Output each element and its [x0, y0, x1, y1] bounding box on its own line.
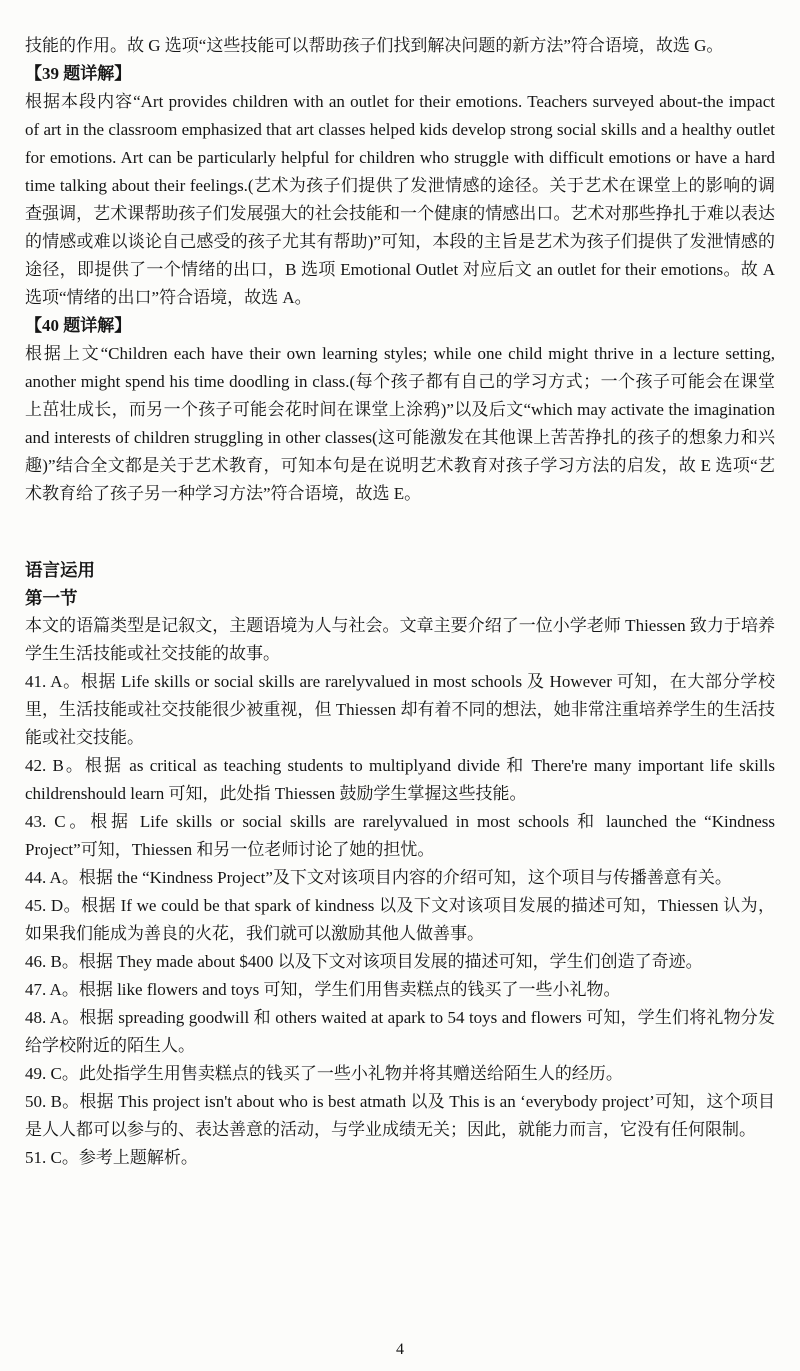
answer-item-41: 41. A。根据 Life skills or social skills are rarelyvalued in most schools 及 However 可知，在大部分学校里，生活技能或社交技能很少被重视，但 Thiessen 却有着不同的想法，她非常注重培养学生的生活技能或社交技能。 — [25, 672, 775, 747]
answer-item-49: 49. C。此处指学生用售卖糕点的钱买了一些小礼物并将其赠送给陌生人的经历。 — [25, 1064, 623, 1083]
answer-item-47: 47. A。根据 like flowers and toys 可知，学生们用售卖糕点的钱买了一些小礼物。 — [25, 980, 621, 999]
continuation-paragraph: 技能的作用。故 G 选项“这些技能可以帮助孩子们找到解决问题的新方法”符合语境，故选 G。 — [25, 36, 724, 55]
question-40-explanation: 根据上文“Children each have their own learning styles; while one child might thrive in a lecture setting, another might spend his time doodling in class.(每个孩子都有自己的学习方式；一个孩子可能会在课堂上茁壮成长，而另一个孩子可能会花时间在课堂上涂鸦)”以及后文“which may activate the imagination and interests of children struggling in other classes(这可能激发在其他课上苦苦挣扎的孩子的想象力和兴趣)”结合全文都是关于艺术教育，可知本句是在说明艺术教育对孩子学习方法的启发，故 E 选项“艺术教育给了孩子另一种学习方法”符合语境，故选 E。 — [25, 344, 775, 503]
page-number: 4 — [396, 1341, 404, 1358]
answer-item-43: 43. C。根据 Life skills or social skills are rarelyvalued in most schools 和 launched the “Kindness Project”可知，Thiessen 和另一位老师讨论了她的担忧。 — [25, 812, 775, 859]
answer-item-51: 51. C。参考上题解析。 — [25, 1148, 198, 1167]
answer-item-44: 44. A。根据 the “Kindness Project”及下文对该项目内容的介绍可知，这个项目与传播善意有关。 — [25, 868, 732, 887]
question-40-heading: 【40 题详解】 — [25, 316, 132, 335]
answers-list — [25, 668, 775, 1172]
section-subtitle: 第一节 — [25, 588, 78, 608]
question-39-explanation: 根据本段内容“Art provides children with an outlet for their emotions. Teachers surveyed about-the impact of art in the classroom emphasized that art classes helped kids develop strong social skills and a healthy outlet for emotions. Art can be particularly helpful for children who struggle with difficult emotions or have a hard time talking about their feelings.(艺术为孩子们提供了发泄情感的途径。关于艺术在课堂上的影响的调查强调，艺术课帮助孩子们发展强大的社会技能和一个健康的情感出口。艺术对那些挣扎于难以表达的情感或难以谈论自己感受的孩子尤其有帮助)”可知，本段的主旨是艺术为孩子们提供了发泄情感的途径，即提供了一个情绪的出口，B 选项 Emotional Outlet 对应后文 an outlet for their emotions。故 A 选项“情绪的出口”符合语境，故选 A。 — [25, 92, 775, 307]
answer-item-48: 48. A。根据 spreading goodwill 和 others waited at apark to 54 toys and flowers 可知，学生们将礼物分发给学校附近的陌生人。 — [25, 1008, 775, 1055]
section-intro: 本文的语篇类型是记叙文，主题语境为人与社会。文章主要介绍了一位小学老师 Thiessen 致力于培养学生生活技能或社交技能的故事。 — [25, 616, 775, 663]
answer-item-46: 46. B。根据 They made about $400 以及下文对该项目发展的描述可知，学生们创造了奇迹。 — [25, 952, 703, 971]
answer-item-42: 42. B。根据 as critical as teaching students to multiplyand divide 和 There're many important life skills childrenshould learn 可知，此处指 Thiessen 鼓励学生掌握这些技能。 — [25, 756, 775, 803]
answer-item-45: 45. D。根据 If we could be that spark of kindness 以及下文对该项目发展的描述可知，Thiessen 认为，如果我们能成为善良的火花，我们就可以激励其他人做善事。 — [25, 896, 775, 943]
answer-item-50: 50. B。根据 This project isn't about who is best atmath 以及 This is an ‘everybody project’可知，这个项目是人人都可以参与的、表达善意的活动，与学业成绩无关；因此，就能力而言，它没有任何限制。 — [25, 1092, 775, 1139]
question-39-heading: 【39 题详解】 — [25, 64, 132, 83]
section-title: 语言运用 — [25, 560, 95, 580]
